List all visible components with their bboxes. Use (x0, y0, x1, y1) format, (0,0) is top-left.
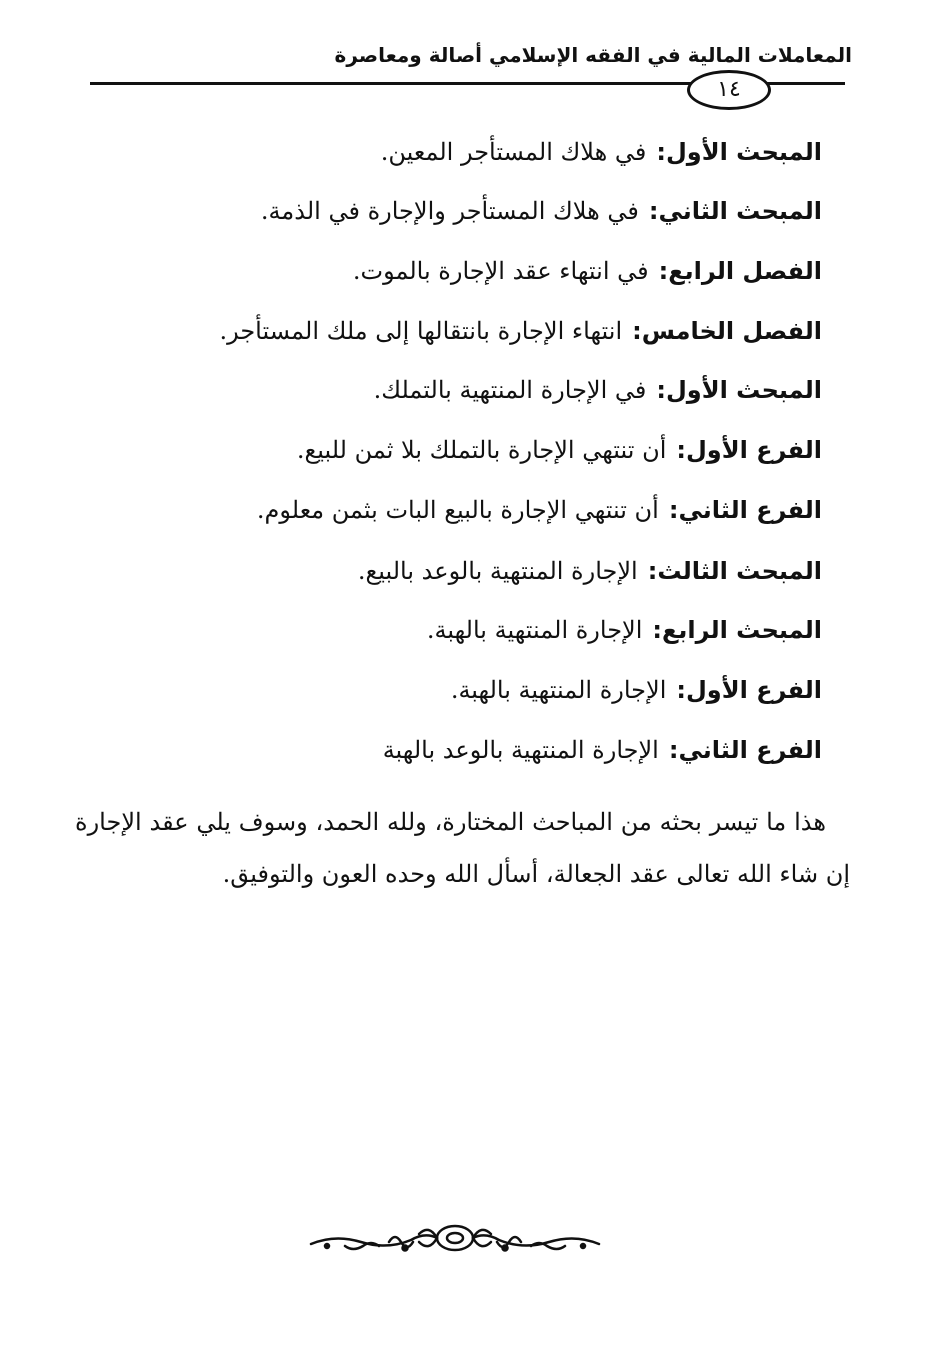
toc-entry-label: الفصل الخامس (641, 317, 822, 345)
toc-entry-separator: : (648, 197, 659, 225)
closing-paragraph: هذا ما تيسر بحثه من المباحث المختارة، ولله الحمد، وسوف يلي عقد الإجارة إن شاء الله تعالى عقد الجعالة، أسأل الله وحده العون والتوفيق. (75, 808, 850, 888)
toc-entry-label: المبحث الثالث (657, 557, 822, 585)
toc-entry-text: أن تنتهي الإجارة بالبيع البات بثمن معلوم. (256, 496, 659, 524)
toc-entry-label: الفرع الأول (685, 436, 822, 464)
toc-entry-label: المبحث الرابع (662, 616, 822, 644)
toc-entry (383, 732, 822, 768)
toc-entry-text: انتهاء الإجارة بانتقالها إلى ملك المستأجر. (219, 317, 623, 345)
toc-entry-label: المبحث الثاني (658, 197, 822, 225)
toc-entry-text: في الإجارة المنتهية بالتملك. (373, 376, 647, 404)
toc-entry (297, 432, 822, 468)
toc-entry-text: في هلاك المستأجر المعين. (380, 138, 647, 166)
toc-entry-text: الإجارة المنتهية بالهبة. (426, 616, 643, 644)
toc-entry-separator: : (647, 557, 658, 585)
toc-entry-separator: : (656, 138, 666, 166)
toc-entry-label: الفرع الأول (685, 676, 822, 704)
toc-entry (257, 492, 822, 528)
toc-entry-label: المبحث الأول (665, 138, 822, 166)
toc-entry (374, 372, 822, 408)
toc-entry-separator: : (656, 376, 666, 404)
running-header-title: المعاملات المالية في الفقه الإسلامي أصالة ومعاصرة (334, 43, 852, 67)
toc-entry-label: الفرع الثاني (678, 496, 822, 524)
toc-entry (427, 612, 822, 648)
toc-entry (353, 253, 822, 289)
toc-entry (451, 672, 822, 708)
toc-entry-text: أن تنتهي الإجارة بالتملك بلا ثمن للبيع. (296, 436, 667, 464)
toc-entry-label: المبحث الأول (665, 376, 822, 404)
toc-entry-text: في هلاك المستأجر والإجارة في الذمة. (260, 197, 639, 225)
toc-entry-separator: : (668, 496, 679, 524)
toc-entry-text: الإجارة المنتهية بالوعد بالبيع. (357, 557, 638, 585)
toc-entry-text: في انتهاء عقد الإجارة بالموت. (352, 257, 649, 285)
page-number: ١٤ (687, 70, 771, 110)
toc-entry (358, 553, 822, 589)
toc-entry-label: الفرع الثاني (678, 736, 822, 764)
decorative-flourish-icon (305, 1218, 605, 1258)
toc-entry (261, 193, 822, 229)
toc-entry-text: الإجارة المنتهية بالهبة. (450, 676, 667, 704)
toc-entry-separator: : (676, 676, 686, 704)
toc-entry-label: الفصل الرابع (668, 257, 822, 285)
toc-entry-separator: : (632, 317, 642, 345)
toc-entry-text: الإجارة المنتهية بالوعد بالهبة (382, 736, 659, 764)
toc-entry (219, 313, 822, 349)
toc-entry (381, 134, 822, 170)
toc-entry-separator: : (668, 736, 679, 764)
toc-entry-separator: : (658, 257, 669, 285)
toc-entry-separator: : (676, 436, 686, 464)
toc-entry-separator: : (652, 616, 663, 644)
